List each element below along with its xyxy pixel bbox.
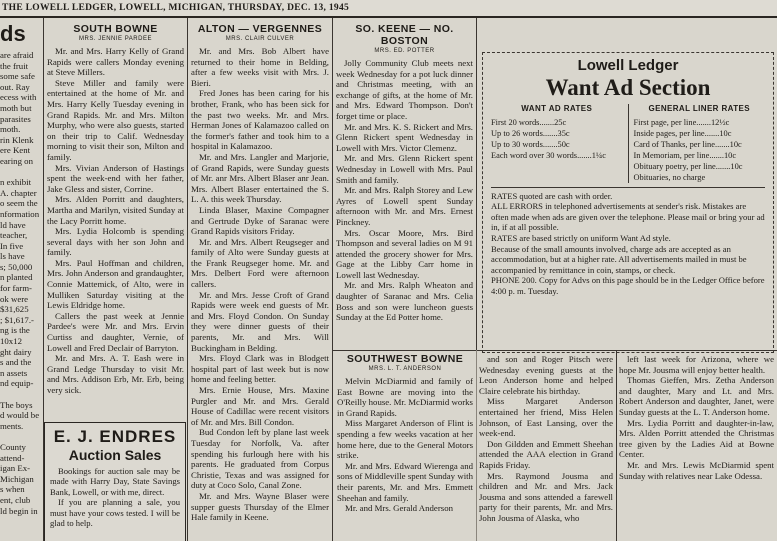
text-line: igan Ex- [0,463,31,474]
masthead-rule [0,16,777,18]
want-ad-notices [491,191,765,297]
rate-label: Card of Thanks, per line [633,139,715,149]
section-body [619,354,774,481]
rates-heading: WANT AD RATES [521,104,593,113]
section-heading: SOUTHWEST BOWNE [346,353,464,365]
rate-row [491,117,623,128]
rate-label: Inside pages, per line [633,128,705,138]
paragraph: Melvin McDiarmid and family of East Bowne are moving into the O'Reilly house. Mr. McDiarmid works in Grand Rapids. [337,376,473,418]
paragraph: Mrs. Lydia Porritt and daughter-in-law, Mrs. Alden Porritt attended the Christmas tree given by the Ladies Aid at Bowne Center. [619,417,774,460]
rate-row [491,139,623,150]
paragraph: PHONE 200. Copy for Advs on this page should be in the Ledger Office before 4:00 p. m. Tuesday. [491,275,765,296]
paragraph: left last week for Arizona, where we hope Mr. Jousma will enjoy better health. [619,354,774,375]
rate-label: In Memoriam, per line [633,150,710,160]
text-line: 10x12 [0,336,22,347]
paragraph: Mrs. Lydia Holcomb is spending several days with her son John and family. [47,226,184,258]
text-line: ; $1,617.- [0,314,34,325]
text-line: nd equip- [0,378,34,389]
rate-price: 12½c [710,117,730,127]
paragraph: Mr. and Mrs. Albert Reugseger and family of Alto were Sunday guests at the Frank Reugseger home. Mr. and Mrs. Delbert Ford were afternoon callers. [191,236,329,290]
southwest-bowne-column [337,353,473,541]
want-ad-divider [491,187,765,188]
text-line: moth. [0,124,21,135]
text-line: o seem the [0,198,38,209]
section-byline: MRS. L. T. ANDERSON [368,366,442,372]
text-line [0,389,42,400]
rate-label: Up to 30 words [491,139,543,149]
section-body [336,58,473,323]
section-byline: MRS. CLAIR CULVER [225,36,295,42]
southwest-bowne-continued-2 [619,354,774,541]
paragraph: Mr. and Mrs. Glenn Rickert spent Wednesday in Lowell with Mrs. Paul Smith and family. [336,153,473,185]
section-byline: MRS. JENNIE PARDEE [79,36,152,42]
ad-body [50,466,180,528]
paragraph: Fred Jones has been caring for his brother, Frank, who has been sick for the past two weeks. Mr. and Mrs. Herman Jones of Kalamazoo called on the former's father and took him to a hospital in Kalamazoo. [191,88,329,152]
ad-name: E. J. ENDRES [53,427,177,446]
text-line: rin Klenk [0,134,34,145]
rate-leader: ....... [704,128,720,138]
rate-leader: ....... [715,161,731,171]
rate-row [633,172,765,183]
paragraph: Mrs. Raymond Jousma and children and Mr. and Mrs. Jack Jousma and sons attended a farewell party for their parents, Mr. and Mrs. John Jousma of Alaska, who [479,470,613,523]
paragraph: RATES are based strictly on uniform Want Ad style. [491,232,671,243]
paragraph: Don Gildden and Emmett Sheehan attended the AAA election in Grand Rapids Friday. [479,438,613,470]
want-ad-title: Want Ad Section [545,75,711,100]
text-line: nformation [0,208,40,219]
rate-price: 10c [723,150,737,160]
want-ad-section [482,52,774,353]
text-line: earing on [0,155,33,166]
masthead: THE LOWELL LEDGER, LOWELL, MICHIGAN, THURSDAY, DEC. 13, 1945 [0,0,777,16]
paragraph: Mr. and Mrs. Ralph Wheaton and daughter of Saranac and Mrs. Celia Boss and son were luncheon guests Sunday at the Ed Potter home. [336,280,473,323]
rate-label: Obituaries, no charge [633,172,706,182]
text-line: A. chapter [0,187,37,198]
section-body [479,354,613,524]
text-line [0,431,42,442]
text-line: s and the [0,357,32,368]
text-line: ng is the [0,325,30,336]
text-line: n exhibit [0,177,32,188]
paragraph: Steve Miller and family were entertained at the home of Mr. and Mrs. Harry Kelly Tuesday evening in Grand Rapids. Mr. and Mrs. Milton Murphy, who were also guests, started on their trip to Calif. Wednesday morning to visit their son, Milton and family. [47,77,184,162]
so-keene-column [336,23,473,348]
paragraph: Mr. and Mrs. Harry Kelly of Grand Rapids were callers Monday evening at Steve Millers. [47,46,184,78]
text-line: ecess with [0,92,37,103]
rate-row [633,117,765,128]
paragraph: Mrs. Paul Hoffman and children, Mrs. John Anderson and grandaughter, Connie Mattemick, of Alto, were in Mulliken Saturday visiting at the Lewis Eldridge home. [47,257,184,311]
paragraph: Mrs. Oscar Moore, Mrs. Bird Thompson and several ladies on M 91 attended the grocery shower for Mrs. Gage at the Libby Carr home in Lowell last Wednesday. [336,227,473,280]
text-line: for farm- [0,283,32,294]
text-line: County [0,441,26,452]
text-line: some safe [0,71,35,82]
text-line: n planted [0,272,33,283]
paragraph: Jolly Community Club meets next week Wednesday for a pot luck dinner and Christmas meeting, with an exchange of gifts, at the home of Mr. and Mrs. Edward Thompson. Don't forget time or place. [336,58,473,121]
paragraph: Because of the small amounts involved, charge ads are accepted as an accommodation, but at a higher rate. All advertisements mailed in must be accompanied by remittance in coin, stamps, or check. [491,243,747,275]
rate-leader: ....... [696,117,711,127]
text-line: ments. [0,420,24,431]
rate-row [633,161,765,172]
text-line: $31,625 [0,304,29,315]
text-line: In five [0,240,24,251]
rate-price: 10c [719,128,732,138]
rate-leader: ....... [577,150,592,160]
paragraph: Mr. and Mrs. Ralph Storey and Lew Ayres of Lowell spent Sunday afternoon with Mr. and Mrs. Ernest Pinckney. [336,185,473,227]
text-line: n assets [0,367,28,378]
text-line: Michigan [0,473,34,484]
rate-leader: ....... [714,139,730,149]
rate-row [491,128,623,139]
text-line: ent, club [0,494,31,505]
column-rule [476,350,477,541]
column-rule [616,350,617,541]
text-line: are afraid [0,50,34,60]
cropped-lines [0,50,42,516]
section-body [191,46,329,523]
text-line: d would be [0,410,40,421]
section-byline: MRS. ED. POTTER [374,48,435,54]
text-line: ls have [0,251,25,262]
rate-label: First 20 words [491,117,540,127]
text-line: s; 50,000 [0,261,33,272]
paragraph: Mr. and Mrs. Bob Albert have returned to their home in Belding, after a few weeks visit with Mrs. J. Bieri. [191,46,329,88]
paragraph: Mr. and Mrs. Wayne Blaser were supper guests Thursday of the Elmer Hale family in Keene. [191,490,329,523]
cropped-column [0,20,42,541]
paragraph: Mr. and Mrs. Lewis McDiarmid spent Sunday with relatives near Lake Odessa. [619,459,774,481]
rate-leader: ....... [709,150,724,160]
text-line: ld begin in [0,505,38,516]
rate-price: 10c [729,139,742,149]
text-line [0,167,42,178]
paragraph: Mr. and Mrs. Edward Wierenga and sons of Middleville spent Sunday with their parents, Mr. and Mrs. Emmett Sheehan and family. [337,460,473,503]
text-line: moth but [0,102,32,113]
ad-subtitle: Auction Sales [68,447,162,463]
paragraph: If you are planning a sale, you must have your cows tested. I will be glad to help. [50,497,180,529]
rates-divider [628,104,629,183]
paragraph: Mrs. Alden Porritt and daughters, Martha and Marilyn, visited Sunday at the Lacy Porritt home. [47,194,184,226]
rate-label: Obituary poetry, per line [633,161,716,171]
section-body [337,376,473,514]
paragraph: Miss Margaret Anderson entertained her friend, Miss Helen Johnson, of East Lansing, over the week-end. [479,396,613,439]
text-line: ere Kent [0,145,31,156]
rate-price: 35c [557,128,570,138]
rate-row [633,128,765,139]
paragraph: Thomas Gieffen, Mrs. Zetha Anderson and daughter, Mary and Lt. and Mrs. Robert Anderson and daughter, Janet, were Sunday guests at the L. T. Anderson home. [619,375,774,417]
paragraph: Mrs. Ernie House, Mrs. Maxine Purgler and Mr. and Mrs. Gerald House of Cadillac were recent visitors of Mr. and Mrs. Bill Condon. [191,385,329,427]
text-line: parasites [0,113,31,124]
rate-price: 10c [730,161,743,171]
rate-row [633,150,765,161]
text-line: ok were [0,293,29,304]
paragraph: Mr. and Mrs. Jesse Croft of Grand Rapids were week end guests of Mr. and Mrs. Floyd Condon. On Sunday they were dinner guests of their parents, Mr. and Mrs. Will Buckingham in Belding. [191,289,329,353]
rate-row [633,139,765,150]
ledger-title: Lowell Ledger [577,57,679,74]
rate-label: Up to 26 words [491,128,543,138]
paragraph: Linda Blaser, Maxine Compagner and Gertrude Dyke of Saranac were Grand Rapids visitors Friday. [191,204,329,237]
section-heading: SO. KEENE — NO. BOSTON [355,23,454,47]
paragraph: Mrs. Vivian Anderson of Hastings spent the week-end with her father, Jake Gless and sister, Corrine. [47,162,184,194]
paragraph: Bud Condon left by plane last week Tuesday for Norfolk, Va. after spending his furlough here with his parents. He graduated from Corpus Christie, Texas and was assigned for duty at Coco Solo, Canal Zone. [191,427,329,491]
rate-price: 50c [557,139,570,149]
paragraph: Bookings for auction sale may be made with Harry Day, State Savings Bank, Lowell, or with me, direct. [50,466,180,497]
paragraph: Miss Margaret Anderson of Flint is spending a few weeks vacation at her home here, due to the General Motors strike. [337,418,473,461]
paragraph: RATES quoted are cash with order. [491,190,613,201]
rate-leader: ....... [542,128,558,138]
column-rule [187,18,188,541]
text-line: ld have [0,219,26,230]
column-rule [476,18,477,350]
text-line: out. Ray [0,81,30,92]
want-ad-rates [491,104,623,183]
rate-price: 25c [554,117,567,127]
cropped-title: ds [0,21,26,46]
paragraph: ALL ERRORS in telephoned advertisements at sender's risk. Mistakes are often made when ads are given over the telephone. Please mail or bring your ad in, if at all possible. [491,201,765,233]
column-rule [332,18,333,541]
text-line: teacher, [0,230,28,241]
section-heading: SOUTH BOWNE [73,23,158,35]
paragraph: Mr. and Mrs. Langler and Marjorie, of Grand Rapids, were Sunday guests of Mr. anr Mrs. Albert Blaser anr Jean. Mrs. Albert Blaser entertained the S. L. A. this week Thursday. [191,151,329,205]
liner-rates [633,104,765,183]
rate-label: First page, per line [633,117,697,127]
text-line: attend- [0,452,25,463]
text-line: s when [0,484,25,495]
southwest-bowne-continued [479,354,613,541]
rate-leader: ....... [542,139,558,149]
paragraph: and son and Roger Pitsch were Wednesday evening guests at the Leon Anderson home and helped Claire celebrate his birthday. [479,354,613,396]
endres-auction-ad [44,422,186,541]
paragraph: Mr. and Mrs. K. S. Rickert and Mrs. Glenn Rickert spent Wednesday in Lowell with Mrs. Victor Clemenz. [336,121,473,153]
rate-tables [491,104,765,183]
rate-row [491,150,623,161]
rate-leader: ....... [539,117,555,127]
rate-label: Each word over 30 words [491,150,578,160]
liner-heading: GENERAL LINER RATES [648,104,751,113]
text-line: ght dairy [0,346,32,357]
paragraph: Mrs. Floyd Clark was in Blodgett hospital part of last week but is now home and feeling better. [191,353,329,385]
text-line: the fruit [0,60,29,71]
section-heading: ALTON — VERGENNES [197,23,323,35]
paragraph: Mr. and Mrs. A. T. Eash were in Grand Ledge Thursday to visit Mr. and Mrs. Addison Erb, Mr. Erb, being very sick. [47,353,184,395]
paragraph: Callers the past week at Jennie Pardee's were Mr. and Mrs. Ervin Curtiss and daughter, Vernie, of Lowell and Fred Declair of Barryton. [47,310,184,353]
paragraph: Mr. and Mrs. Gerald Anderson [345,503,453,514]
text-line: The boys [0,399,33,410]
south-bowne-column [47,23,184,421]
section-body [47,46,184,396]
alton-vergennes-column [191,23,329,541]
rate-price: 1¼c [591,150,606,160]
